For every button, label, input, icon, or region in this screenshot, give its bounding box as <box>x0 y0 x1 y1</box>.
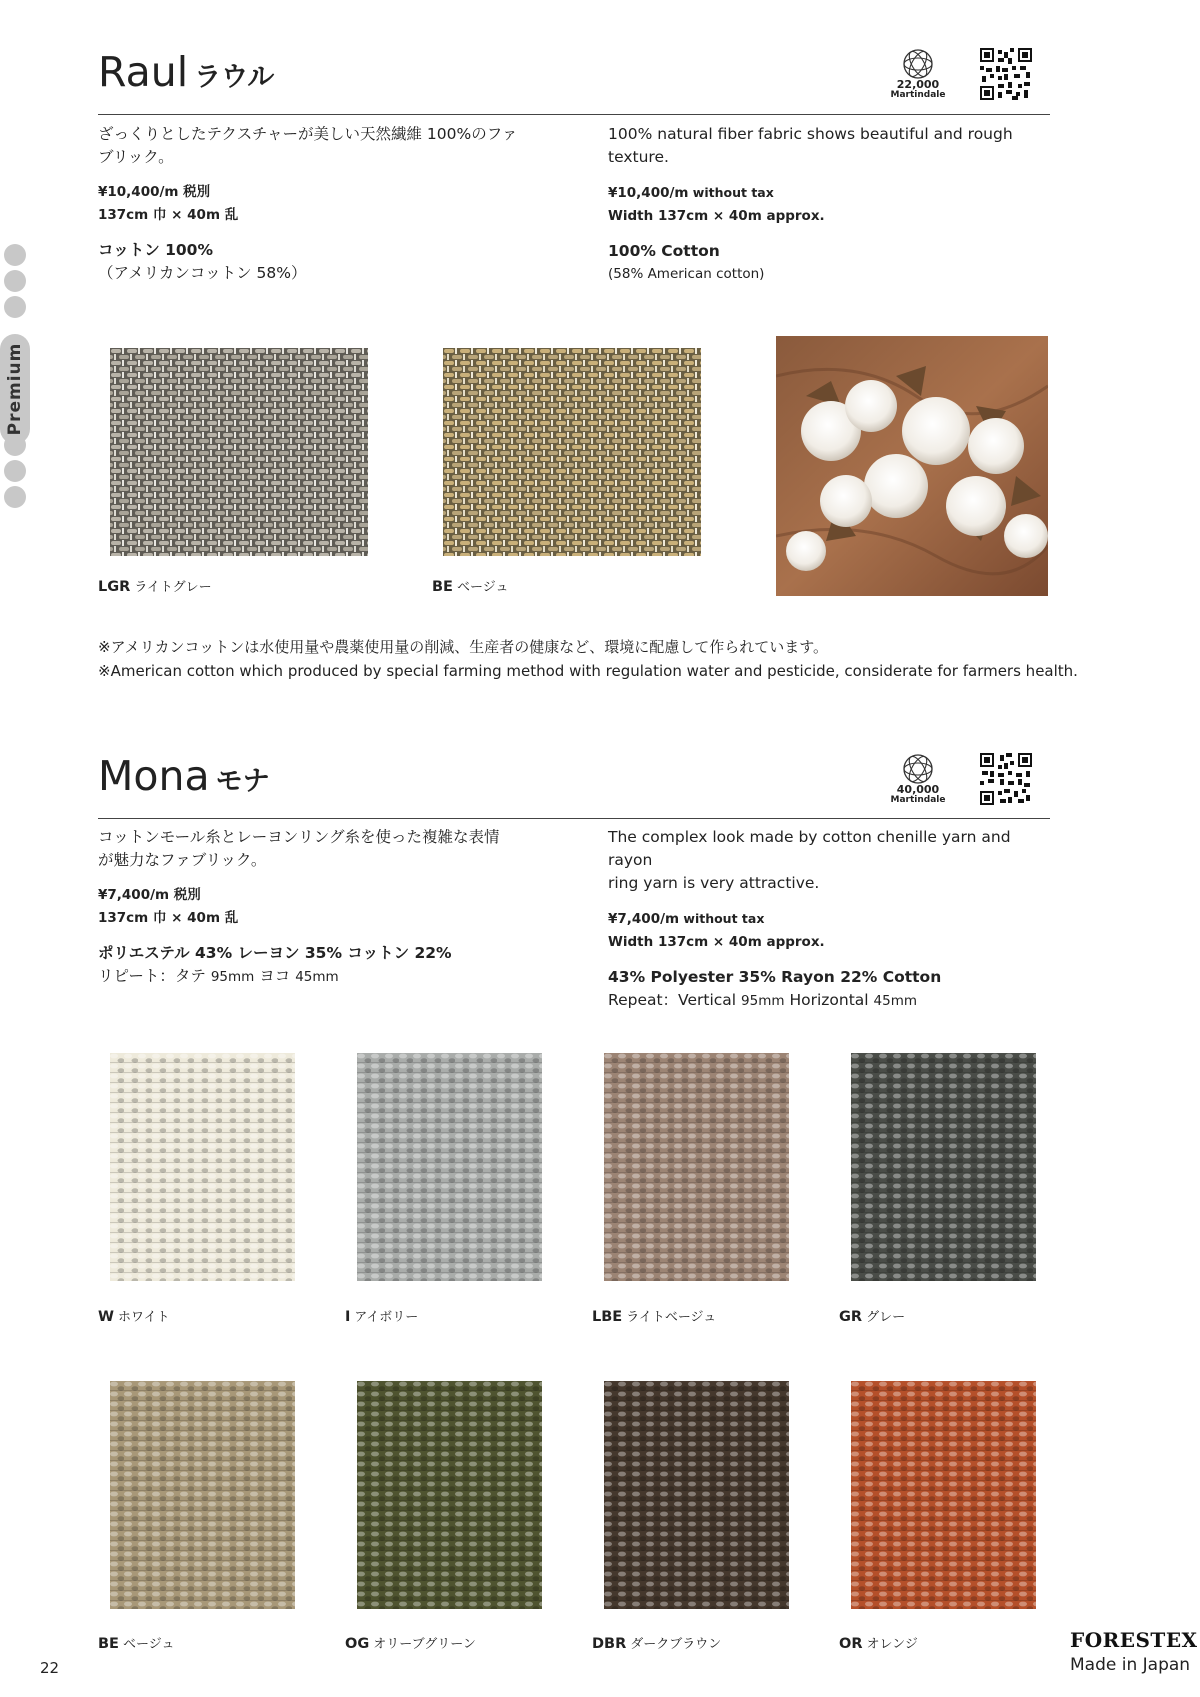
note-en: ※American cotton which produced by special farming method with regulation water and pesticide, considerate for farmers health. <box>98 662 1078 680</box>
cotton-photo <box>776 336 1048 596</box>
martindale-label: Martindale <box>890 90 946 100</box>
side-dot <box>4 244 26 266</box>
description-line: texture. <box>608 148 669 166</box>
swatch-name: アイボリー <box>354 1310 419 1325</box>
swatch-image-w[interactable] <box>110 1053 295 1281</box>
fabric-texture <box>110 1381 295 1609</box>
description-line: ブリック。 <box>98 148 174 166</box>
product-title <box>98 48 274 96</box>
swatch-image-gr[interactable] <box>851 1053 1036 1281</box>
martindale-badge <box>888 47 948 101</box>
side-dot <box>4 486 26 508</box>
repeat-horizontal-label-jp: ヨコ <box>259 967 291 985</box>
fabric-texture <box>110 1053 295 1281</box>
price-en: ¥7,400/m <box>608 911 680 927</box>
swatch-label <box>592 1306 716 1325</box>
description-line: The complex look made by cotton chenille yarn and rayon <box>608 828 1011 869</box>
swatch-name: ベージュ <box>456 580 509 595</box>
made-in-label: Made in Japan <box>1070 1655 1191 1675</box>
composition-jp: ポリエステル 43% レーヨン 35% コットン 22% <box>98 944 452 962</box>
repeat-horizontal-jp: 45mm <box>295 969 339 985</box>
price-en: ¥10,400/m <box>608 185 689 201</box>
swatch-image-i[interactable] <box>357 1053 542 1281</box>
side-dot <box>4 296 26 318</box>
swatch-code: GR <box>839 1309 863 1325</box>
product-name: Raul <box>98 48 189 96</box>
description-en <box>608 123 1048 286</box>
swatch-label <box>839 1633 918 1652</box>
side-tab-label <box>0 334 30 444</box>
fabric-texture <box>357 1381 542 1609</box>
fabric-texture <box>851 1381 1036 1609</box>
composition-jp: コットン 100% <box>98 241 213 259</box>
composition-en: 100% Cotton <box>608 242 720 260</box>
swatch-name: ホワイト <box>118 1310 170 1325</box>
composition-en: 43% Polyester 35% Rayon 22% Cotton <box>608 968 942 986</box>
swatch-label <box>98 1306 170 1325</box>
swatch-code: OG <box>345 1636 370 1652</box>
repeat-label-jp: リピート：タテ <box>98 967 206 985</box>
side-tab <box>4 244 26 512</box>
fabric-weave <box>443 348 701 556</box>
swatch-name: オリーブグリーン <box>373 1637 476 1652</box>
swatch-code: LBE <box>592 1309 623 1325</box>
side-tab-text: Premium <box>5 342 25 436</box>
swatch-image-og[interactable] <box>357 1381 542 1609</box>
swatch-name: ダークブラウン <box>630 1637 722 1652</box>
cotton-image <box>776 336 1048 596</box>
repeat-vertical-en: 95mm <box>741 993 785 1009</box>
martindale-icon <box>901 47 935 81</box>
size-jp: 137cm 巾 × 40m 乱 <box>98 910 239 926</box>
description-line: ring yarn is very attractive. <box>608 874 820 892</box>
fabric-texture <box>604 1381 789 1609</box>
brand-logo: FORESTEX <box>1070 1628 1198 1652</box>
repeat-label-en: Repeat：Vertical <box>608 991 737 1009</box>
martindale-badge <box>888 752 948 806</box>
swatch-name: ベージュ <box>122 1637 175 1652</box>
price-tax-en: without tax <box>683 911 765 926</box>
martindale-label: Martindale <box>890 795 946 805</box>
swatch-code: W <box>98 1309 114 1325</box>
repeat-horizontal-label-en: Horizontal <box>789 991 869 1009</box>
product-name: Mona <box>98 752 210 800</box>
swatch-code: DBR <box>592 1636 627 1652</box>
swatch-code: BE <box>98 1636 119 1652</box>
description-line: 100% natural fiber fabric shows beautiful and rough <box>608 125 1013 143</box>
swatch-label <box>98 576 212 595</box>
swatch-label <box>345 1306 418 1325</box>
swatch-code: OR <box>839 1636 863 1652</box>
martindale-value: 40,000 <box>896 783 940 796</box>
product-name-jp: モナ <box>215 766 270 797</box>
swatch-label <box>345 1633 476 1652</box>
swatch-code: BE <box>432 579 453 595</box>
product-name-jp: ラウル <box>194 62 275 93</box>
repeat-horizontal-en: 45mm <box>873 993 918 1009</box>
swatch-code: LGR <box>98 579 131 595</box>
fabric-texture <box>604 1053 789 1281</box>
composition-note-jp: （アメリカンコットン 58%） <box>98 264 307 282</box>
description-jp <box>98 826 558 989</box>
swatch-image-be[interactable] <box>443 348 701 556</box>
side-dot <box>4 270 26 292</box>
martindale-value: 22,000 <box>896 78 940 91</box>
swatch-image-or[interactable] <box>851 1381 1036 1609</box>
swatch-image-lbe[interactable] <box>604 1053 789 1281</box>
swatch-name: グレー <box>866 1310 906 1325</box>
price-jp: ¥10,400/m 税別 <box>98 184 211 200</box>
swatch-code: I <box>345 1309 351 1325</box>
swatch-image-be[interactable] <box>110 1381 295 1609</box>
price-jp: ¥7,400/m 税別 <box>98 887 201 903</box>
size-en: Width 137cm × 40m approx. <box>608 934 825 950</box>
swatch-label <box>839 1306 905 1325</box>
description-line: ざっくりとしたテクスチャーが美しい天然繊維 100%のファ <box>98 125 518 143</box>
side-dot <box>4 460 26 482</box>
description-line: が魅力なファブリック。 <box>98 851 267 869</box>
swatch-image-lgr[interactable] <box>110 348 368 556</box>
product-title <box>98 752 270 800</box>
fabric-weave <box>110 348 368 556</box>
description-en <box>608 826 1048 1013</box>
size-en: Width 137cm × 40m approx. <box>608 208 825 224</box>
swatch-name: ライトベージュ <box>626 1310 717 1325</box>
size-jp: 137cm 巾 × 40m 乱 <box>98 207 239 223</box>
title-divider <box>98 818 1050 819</box>
swatch-image-dbr[interactable] <box>604 1381 789 1609</box>
swatch-label <box>592 1633 721 1652</box>
description-jp <box>98 123 558 285</box>
description-line: コットンモール糸とレーヨンリング糸を使った複雑な表情 <box>98 828 500 846</box>
martindale-icon <box>901 752 935 786</box>
title-divider <box>98 114 1050 115</box>
swatch-name: ライトグレー <box>134 580 212 595</box>
page-number: 22 <box>40 1659 60 1677</box>
note-jp: ※アメリカンコットンは水使用量や農薬使用量の削減、生産者の健康など、環境に配慮して作られています。 <box>98 638 829 656</box>
swatch-label <box>432 576 508 595</box>
fabric-texture <box>851 1053 1036 1281</box>
price-tax-en: without tax <box>692 185 774 200</box>
swatch-name: オレンジ <box>866 1637 918 1652</box>
qr-code-icon[interactable] <box>980 48 1032 100</box>
composition-note-en: (58% American cotton) <box>608 266 765 282</box>
fabric-texture <box>357 1053 542 1281</box>
qr-code-icon[interactable] <box>980 753 1032 805</box>
repeat-vertical-jp: 95mm <box>210 969 255 985</box>
swatch-label <box>98 1633 174 1652</box>
